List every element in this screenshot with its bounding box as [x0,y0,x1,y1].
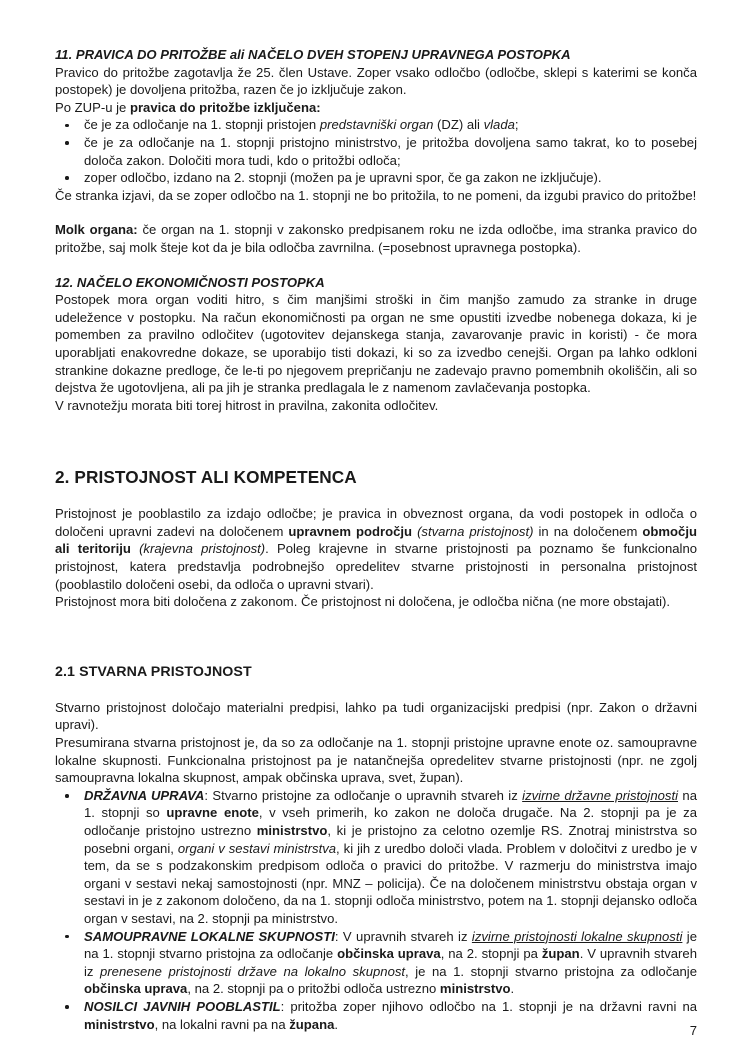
spacer [55,682,697,699]
list-item [55,116,697,134]
bullet-dot-icon [65,124,69,128]
paragraph-text: Stvarno pristojnost določajo materialni predpisi, lahko pa tudi organizacijski predpisi (npr. Zakon o državni upravi). [55,699,697,733]
bullet-text-part: , na 2. stopnji pa o pritožbi odloča ustrezno [187,981,440,997]
bullet-bold-part: občinska uprava [337,946,441,962]
bullet-italic-part: prenesene pristojnosti države na lokalno skupnost [100,963,406,979]
bullet-bold-part: ministrstvo [256,823,328,838]
spacer [55,488,697,505]
bullet-dot-icon [65,794,69,798]
bullet-text-part: je na 1. stopnji stvarno pristojna za odločanje [84,928,697,962]
bullet-title-drzavna-uprava: DRŽAVNA UPRAVA [84,787,205,803]
paragraph-italic-part: (stvarna pristojnost) [417,523,534,539]
bullet-dot-icon [65,141,69,145]
bullet-italic-part: vlada [483,117,515,133]
list-item [55,134,697,169]
bullet-underline-part: izvirne državne pristojnosti [522,787,679,803]
bullet-title-nosilci-javnih-pooblastil: NOSILCI JAVNIH POOBLASTIL [84,998,281,1014]
molk-organa-text: če organ na 1. stopnji v zakonsko predpisanem roku ne izda odločbe, ima stranka pravico do pritožbe, saj molk šteje kot da je bila odločba zavrnilna. (=posebnost upravnega postopka). [55,222,697,255]
list-item [55,928,697,998]
bullet-text-part: : V upravnih stvareh iz [334,928,472,944]
zup-bold-text: pravica do pritožbe izključena: [129,99,321,115]
paragraph-bold-part: upravnem področju [288,523,413,539]
bullet-dot-icon [65,1005,69,1009]
paragraph-ce-stranka-izjavi [55,187,697,205]
paragraph-molk-organa [55,221,697,256]
bullet-title-samoupravne-lokalne-skupnosti: SAMOUPRAVNE LOKALNE SKUPNOSTI [84,928,335,944]
page-content [55,46,697,1033]
bullet-text-part: (DZ) ali [433,117,484,133]
paragraph-pravico-do-pritozbe [55,64,697,99]
paragraph-text-part [131,541,139,556]
spacer [55,204,697,221]
spacer [55,257,697,274]
paragraph-ekonomicnost-1 [55,291,697,397]
paragraph-text: Pravico do pritožbe zagotavlja že 25. člen Ustave. Zoper vsako odločbo (odločbe, sklepi s katerimi se konča postopek) je dovoljena pritožba, razen če jo izključuje zakon. [55,64,697,98]
paragraph-zup-izkljucena [55,99,697,117]
paragraph-text-part: . Poleg krajevne in stvarne pristojnosti pa poznamo še funkcionalno pristojnost, katera predstavlja podrobnejšo opredelitev stvarne pristojnosti in personalna pristojnost (pooblastilo določeni osebi, da odloča o upravni stvari). [55,541,698,592]
bullet-text-part: na 1. stopnji so [84,787,698,821]
bullet-text-part: če je za odločanje na 1. stopnji pristojen [84,117,320,133]
paragraph-text: Pristojnost mora biti določena z zakonom. Če pristojnost ni določena, je odločba nična (ne more obstajati). [55,594,671,610]
bullet-bold-part: ministrstvo [439,981,511,997]
bullet-bold-part: občinska uprava [84,981,188,997]
bullet-underline-part: izvirne pristojnosti lokalne skupnosti [471,928,683,944]
paragraph-stvarna-predpisi [55,699,697,734]
spacer [55,611,697,663]
bullet-text-part: če je za odločanje na 1. stopnji pristojno ministrstvo, je pritožba dovoljena samo takrat, ko to posebej določa zakon. Določiti mora tudi, kdo o pritožbi odloča; [84,134,697,168]
bullet-bold-part: župan [541,946,580,962]
paragraph-text: Presumirana stvarna pristojnost je, da so za odločanje na 1. stopnji pristojne upravne enote oz. samoupravne lokalne skupnosti. Funkcionalna pristojnost pa je natančnejša opredelitev stvarne pristojnosti (npr. ne zgolj samoupravna lokalna skupnost, ampak občinska uprava, svet, župan). [55,735,697,786]
bullet-text-part: ; [514,117,519,133]
molk-organa-label: Molk organa: [55,222,138,238]
bullet-text-part: . [510,981,515,997]
list-item [55,787,697,928]
list-item [55,169,697,187]
heading-section-2-1: 2.1 STVARNA PRISTOJNOST [55,663,252,680]
paragraph-bold-part: območju ali teritoriju [55,523,697,557]
bullet-text-part: , v vseh primerih, ko zakon ne določa drugače. Na 2. stopnji pa je za odločanje pristojno ustrezno [84,805,698,838]
paragraph-text: V ravnotežju morata biti torej hitrost in pravilna, zakonita odločitev. [55,397,439,413]
paragraph-pristojnost-zakon [55,593,697,611]
paragraph-text-part: Pristojnost je pooblastilo za izdajo odločbe; je pravica in obveznost organa, da vodi postopek in odloča o določeni upravni zadevi na določenem [55,506,697,539]
heading-section-11: 11. PRAVICA DO PRITOŽBE ali NAČELO DVEH STOPENJ UPRAVNEGA POSTOPKA [55,47,571,62]
heading-section-2: 2. PRISTOJNOST ALI KOMPETENCA [55,467,357,488]
page-number: 7 [689,1023,697,1038]
bullet-dot-icon [65,935,69,939]
bullet-bold-part: župana [289,1016,335,1032]
heading-section-12: 12. NAČELO EKONOMIČNOSTI POSTOPKA [55,274,325,290]
bullet-text-part: . V upravnih stvareh iz [84,946,697,979]
paragraph-text-part: in na določenem [533,523,643,539]
bullet-italic-part: predstavniški organ [319,117,434,133]
paragraph-text: Če stranka izjavi, da se zoper odločbo na 1. stopnji ne bo pritožila, to ne pomeni, da izgubi pravico do pritožbe! [55,187,697,203]
list-stvarna-pristojnost [55,787,697,1033]
bullet-bold-part: upravne enote [166,805,259,821]
bullet-text-part: , na lokalni ravni pa na [154,1016,290,1032]
bullet-italic-part: organi v sestavi ministrstva [177,840,337,856]
spacer [55,414,697,466]
zup-lead-text: Po ZUP-u je [55,99,130,115]
bullet-text-part: . [334,1016,338,1032]
bullet-text-part: : pritožba zoper njihovo odločbo na 1. stopnji je na državni ravni na [280,998,698,1014]
paragraph-presumirana [55,734,697,787]
paragraph-pristojnost-definicija [55,505,697,593]
bullet-dot-icon [65,176,69,180]
bullet-text-part: , ki jih z uredbo določi vlada. Problem v določitvi z uredbo je v tem, da se s podzakonskim predpisom odloča o pravici do pritožbe. V razmerju do ministrstva imajo organi v sestavi nekaj samostojnosti (npr. MNZ – policija). Če na določenem ministrstvu obstaja organ v sestavi in je z zakonom določeno, da na 1. stopnji odloča ministrstvo, potem na 1. stopnji dejansko odloča organ v sestavi, na 2. stopnji pa ministrstvo. [84,840,697,926]
paragraph-text: Postopek mora organ voditi hitro, s čim manjšimi stroški in čim manjšo zamudo za stranke in druge udeležence v postopku. Na račun ekonomičnosti pa organ ne sme opustiti izvedbe nobenega dokaza, ki je pomemben za pravilno odločitev (ugotovitev dejanskega stanja, zavarovanje pravic in koristi) - če mora uporabljati enakovredne dokaze, se uporabijo tisti dokazi, ki so za izvedbo cenejši. Organ pa lahko odkloni strankine dokazne predloge, če le-ti po njegovem prepričanju ne zadevajo pravno pomembnih okoliščin, ali so dejstva že ugotovljena, ali pa jih je stranka predlagala le z namenom zavlačevanja postopka. [55,292,697,396]
list-pritozba-izkljucena [55,116,697,186]
bullet-text-part: : Stvarno pristojne za odločanje o upravnih stvareh iz [204,787,523,803]
bullet-bold-part: ministrstvo [84,1016,155,1032]
bullet-text-part: , je na 1. stopnji stvarno pristojna za odločanje [405,963,697,979]
paragraph-italic-part: (krajevna pristojnost) [139,541,266,557]
bullet-text-part: zoper odločbo, izdano na 2. stopnji (možen pa je upravni spor, če ga zakon ne izključuje). [84,170,602,186]
list-item [55,998,697,1033]
bullet-text-part: , ki je pristojno za celotno ozemlje RS. Znotraj ministrstva so posebni organi, [84,823,697,856]
bullet-text-part: , na 2. stopnji pa [440,946,542,962]
paragraph-ekonomicnost-2 [55,397,697,415]
